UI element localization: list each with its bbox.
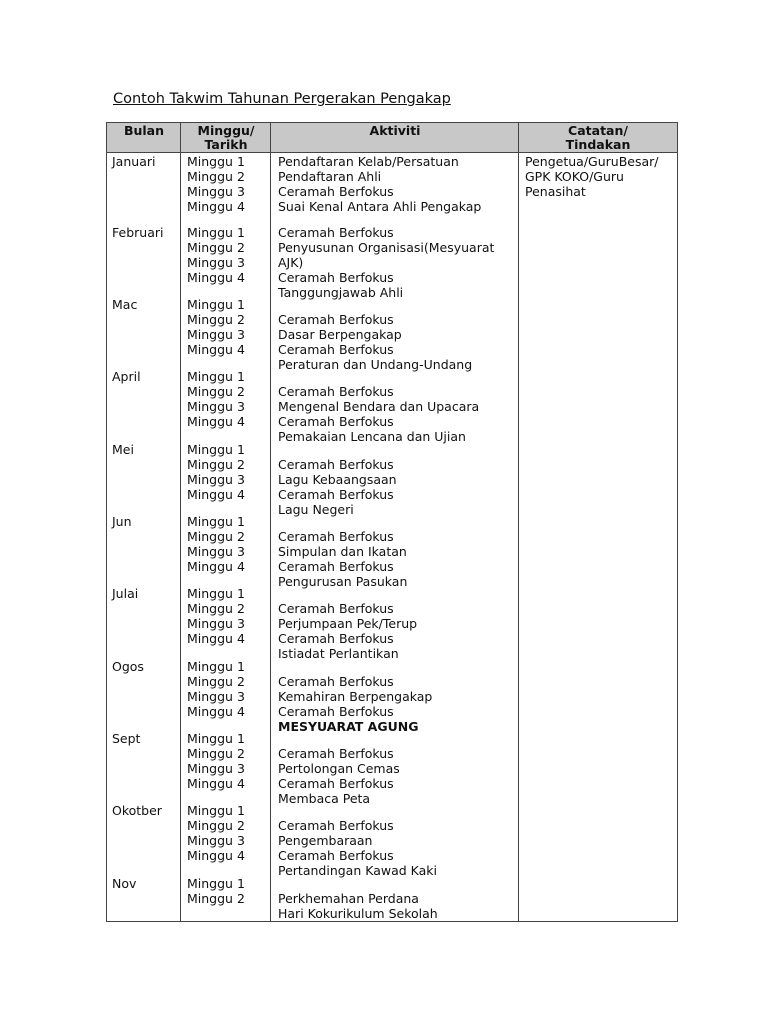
activity-cell bbox=[278, 529, 407, 589]
activity-cell bbox=[278, 746, 400, 806]
month-cell: Okotber bbox=[112, 803, 162, 818]
activity-item: Ceramah Berfokus bbox=[278, 225, 394, 240]
week-label: Minggu 4 bbox=[187, 414, 245, 429]
week-label: Minggu 2 bbox=[187, 891, 245, 906]
week-cell bbox=[187, 369, 245, 429]
activity-item: Ceramah Berfokus bbox=[278, 631, 394, 646]
week-label: Minggu 2 bbox=[187, 384, 245, 399]
activity-item: Peraturan dan Undang-Undang bbox=[278, 357, 473, 372]
week-label: Minggu 2 bbox=[187, 746, 245, 761]
week-cell bbox=[187, 297, 245, 357]
week-label: Minggu 2 bbox=[187, 457, 245, 472]
activity-item: Kemahiran Berpengakap bbox=[278, 689, 433, 704]
week-cell bbox=[187, 586, 245, 646]
week-label: Minggu 4 bbox=[187, 704, 245, 719]
column-divider bbox=[180, 123, 181, 921]
activity-cell bbox=[278, 601, 417, 661]
week-label: Minggu 3 bbox=[187, 255, 245, 270]
week-label: Minggu 4 bbox=[187, 776, 245, 791]
activity-item: Ceramah Berfokus bbox=[278, 746, 394, 761]
activity-cell bbox=[278, 891, 438, 921]
week-cell bbox=[187, 659, 245, 719]
activity-item: Ceramah Berfokus bbox=[278, 342, 394, 357]
week-label: Minggu 1 bbox=[187, 442, 245, 457]
column-divider bbox=[270, 123, 271, 921]
activity-item: Membaca Peta bbox=[278, 791, 371, 806]
week-label: Minggu 4 bbox=[187, 199, 245, 214]
week-cell bbox=[187, 514, 245, 574]
week-label: Minggu 3 bbox=[187, 544, 245, 559]
week-label: Minggu 2 bbox=[187, 674, 245, 689]
activity-item: Istiadat Perlantikan bbox=[278, 646, 399, 661]
activity-item: Ceramah Berfokus bbox=[278, 559, 394, 574]
activity-item: Lagu Negeri bbox=[278, 502, 354, 517]
week-cell bbox=[187, 803, 245, 863]
week-label: Minggu 1 bbox=[187, 514, 245, 529]
week-label: Minggu 3 bbox=[187, 184, 245, 199]
activity-item: Simpulan dan Ikatan bbox=[278, 544, 407, 559]
header-notes: Catatan/ Tindakan bbox=[565, 123, 631, 152]
week-label: Minggu 3 bbox=[187, 689, 245, 704]
activity-item: Perkhemahan Perdana bbox=[278, 891, 419, 906]
month-cell: Februari bbox=[112, 225, 164, 240]
week-label: Minggu 3 bbox=[187, 833, 245, 848]
month-cell: Nov bbox=[112, 876, 137, 891]
activity-item: Ceramah Berfokus bbox=[278, 818, 394, 833]
week-label: Minggu 1 bbox=[187, 731, 245, 746]
table-header bbox=[107, 123, 677, 153]
activity-item: Ceramah Berfokus bbox=[278, 848, 394, 863]
week-label: Minggu 2 bbox=[187, 529, 245, 544]
week-label: Minggu 1 bbox=[187, 586, 245, 601]
week-label: Minggu 1 bbox=[187, 369, 245, 384]
week-label: Minggu 3 bbox=[187, 327, 245, 342]
week-label: Minggu 1 bbox=[187, 876, 245, 891]
week-label: Minggu 3 bbox=[187, 472, 245, 487]
activity-item: Dasar Berpengakap bbox=[278, 327, 402, 342]
activity-item: Lagu Kebaangsaan bbox=[278, 472, 397, 487]
activity-cell bbox=[278, 312, 472, 372]
week-label: Minggu 1 bbox=[187, 225, 245, 240]
month-cell: Jun bbox=[112, 514, 132, 529]
activity-item: Ceramah Berfokus bbox=[278, 487, 394, 502]
week-label: Minggu 2 bbox=[187, 312, 245, 327]
month-cell: Januari bbox=[112, 154, 156, 169]
month-cell: April bbox=[112, 369, 141, 384]
week-label: Minggu 4 bbox=[187, 631, 245, 646]
activity-item: Pendaftaran Ahli bbox=[278, 169, 382, 184]
week-label: Minggu 3 bbox=[187, 616, 245, 631]
month-cell: Julai bbox=[112, 586, 139, 601]
activity-item: Ceramah Berfokus bbox=[278, 776, 394, 791]
notes-cell: Pengetua/GuruBesar/ GPK KOKO/Guru Penasihat bbox=[525, 154, 659, 199]
calendar-table bbox=[106, 122, 678, 922]
activity-item: Pendaftaran Kelab/Persatuan bbox=[278, 154, 459, 169]
activity-item: Ceramah Berfokus bbox=[278, 704, 394, 719]
activity-item: Ceramah Berfokus bbox=[278, 601, 394, 616]
activity-item: Ceramah Berfokus bbox=[278, 414, 394, 429]
activity-item: Ceramah Berfokus bbox=[278, 529, 394, 544]
activity-item: Mengenal Bendara dan Upacara bbox=[278, 399, 480, 414]
week-label: Minggu 4 bbox=[187, 342, 245, 357]
week-cell bbox=[187, 442, 245, 502]
activity-item: Pertandingan Kawad Kaki bbox=[278, 863, 438, 878]
activity-item: Ceramah Berfokus bbox=[278, 674, 394, 689]
activity-item: Hari Kokurikulum Sekolah bbox=[278, 906, 438, 921]
activity-cell bbox=[278, 674, 432, 734]
week-label: Minggu 1 bbox=[187, 297, 245, 312]
activity-item: Penyusunan Organisasi(Mesyuarat bbox=[278, 240, 495, 255]
header-week: Minggu/ Tarikh bbox=[197, 123, 255, 152]
column-divider bbox=[518, 123, 519, 921]
week-label: Minggu 4 bbox=[187, 848, 245, 863]
activity-item: Pengembaraan bbox=[278, 833, 373, 848]
activity-item: Ceramah Berfokus bbox=[278, 312, 394, 327]
activity-item: Pertolongan Cemas bbox=[278, 761, 400, 776]
activity-item: Tanggungjawab Ahli bbox=[278, 285, 404, 300]
week-label: Minggu 2 bbox=[187, 240, 245, 255]
activity-item: Perjumpaan Pek/Terup bbox=[278, 616, 418, 631]
week-label: Minggu 2 bbox=[187, 169, 245, 184]
week-label: Minggu 2 bbox=[187, 601, 245, 616]
header-month: Bulan bbox=[123, 123, 165, 138]
week-label: Minggu 1 bbox=[187, 154, 245, 169]
activity-cell bbox=[278, 154, 481, 214]
activity-item: Ceramah Berfokus bbox=[278, 384, 394, 399]
activity-cell bbox=[278, 457, 397, 517]
week-label: Minggu 2 bbox=[187, 818, 245, 833]
page-title: Contoh Takwim Tahunan Pergerakan Pengakap bbox=[113, 91, 451, 107]
activity-cell bbox=[278, 225, 494, 300]
month-cell: Sept bbox=[112, 731, 141, 746]
week-label: Minggu 3 bbox=[187, 399, 245, 414]
week-label: Minggu 1 bbox=[187, 659, 245, 674]
week-label: Minggu 3 bbox=[187, 761, 245, 776]
week-label: Minggu 4 bbox=[187, 487, 245, 502]
week-cell bbox=[187, 876, 245, 906]
month-cell: Mac bbox=[112, 297, 138, 312]
activity-item: Ceramah Berfokus bbox=[278, 184, 394, 199]
activity-item: MESYUARAT AGUNG bbox=[278, 719, 419, 734]
week-label: Minggu 1 bbox=[187, 803, 245, 818]
month-cell: Mei bbox=[112, 442, 134, 457]
header-activity: Aktiviti bbox=[369, 123, 421, 138]
activity-item: Ceramah Berfokus bbox=[278, 457, 394, 472]
week-cell bbox=[187, 731, 245, 791]
activity-item: Pemakaian Lencana dan Ujian bbox=[278, 429, 466, 444]
activity-item: Ceramah Berfokus bbox=[278, 270, 394, 285]
activity-cell bbox=[278, 818, 437, 878]
activity-cell bbox=[278, 384, 479, 444]
activity-item: AJK) bbox=[278, 255, 304, 270]
month-cell: Ogos bbox=[112, 659, 144, 674]
activity-item: Pengurusan Pasukan bbox=[278, 574, 408, 589]
week-label: Minggu 4 bbox=[187, 270, 245, 285]
week-cell bbox=[187, 225, 245, 285]
week-label: Minggu 4 bbox=[187, 559, 245, 574]
week-cell bbox=[187, 154, 245, 214]
activity-item: Suai Kenal Antara Ahli Pengakap bbox=[278, 199, 482, 214]
